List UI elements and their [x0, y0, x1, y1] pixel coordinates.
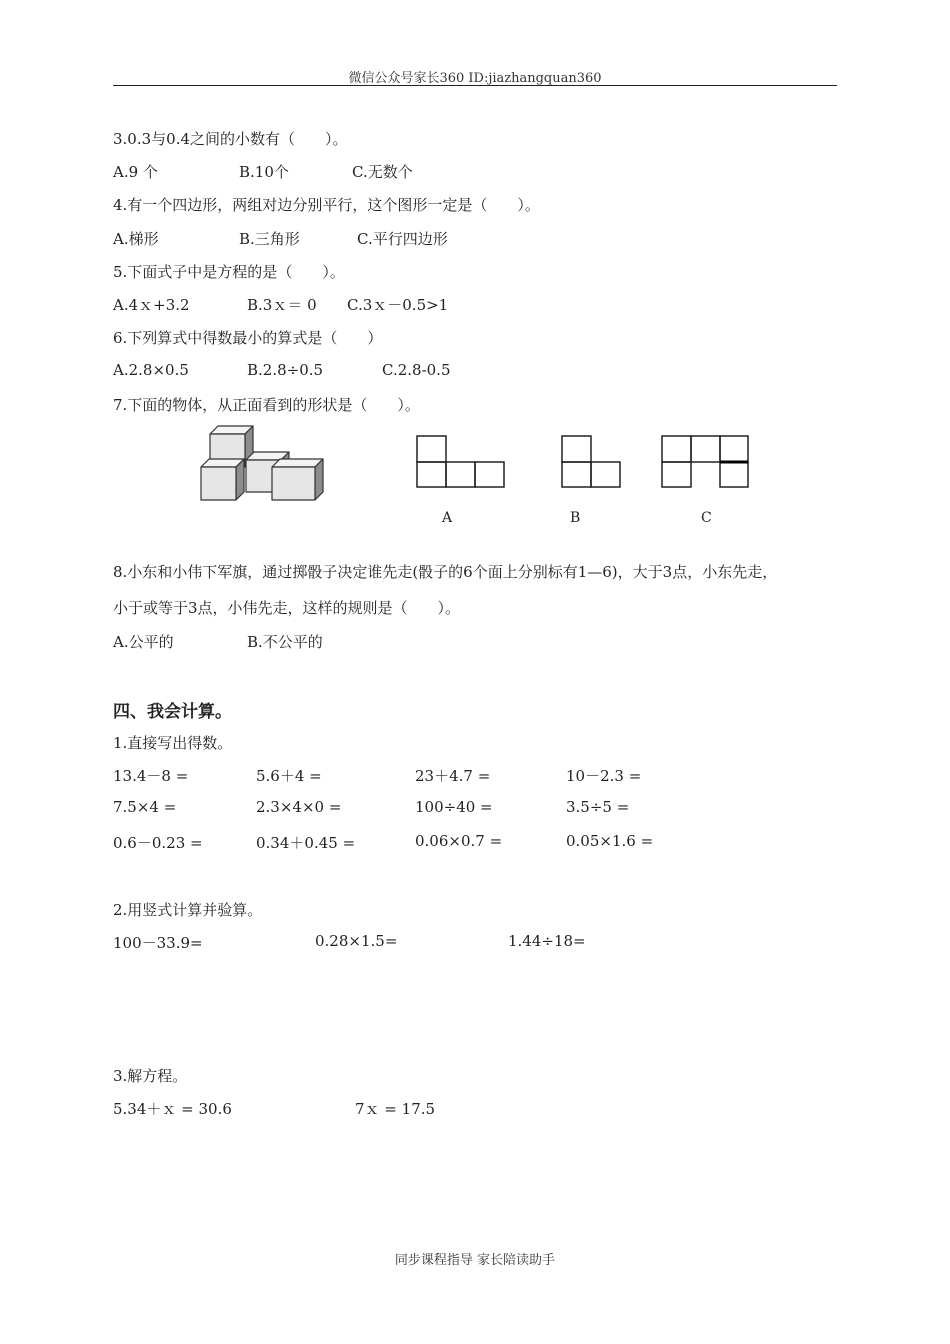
page-footer: 同步课程指导 家长陪读助手 [394, 1253, 556, 1268]
calc-item: 0.06×0.7 = [415, 832, 503, 850]
calc-item: 0.6－0.23 = [113, 834, 203, 852]
question-3-option-a: A.9 个 [113, 163, 158, 181]
page-header: 微信公众号家长360 ID:jiazhangquan360 [348, 71, 602, 86]
part-3-title: 3.解方程。 [113, 1067, 188, 1085]
calc-item: 5.6＋4 = [256, 767, 322, 785]
question-8-line-1: 8.小东和小伟下军旗，通过掷骰子决定谁先走(骰子的6个面上分别标有1—6)，大于3点，小东先走， [113, 563, 778, 581]
question-4: 4.有一个四边形，两组对边分别平行，这个图形一定是（ ）。 [113, 196, 540, 214]
section-4-title: 四、我会计算。 [113, 702, 232, 722]
question-3-option-c: C.无数个 [352, 163, 413, 181]
equation-item: 5.34＋ｘ = 30.6 [113, 1100, 232, 1118]
calc-item: 3.5÷5 = [566, 798, 630, 816]
calc-item: 100÷40 = [415, 798, 493, 816]
question-6-option-b: B.2.8÷0.5 [247, 361, 324, 379]
question-4-option-b: B.三角形 [239, 230, 300, 248]
calc-item: 13.4－8 = [113, 767, 189, 785]
question-6-option-a: A.2.8×0.5 [113, 361, 189, 379]
equation-item: 7ｘ = 17.5 [355, 1100, 436, 1118]
question-3: 3.0.3与0.4之间的小数有（ ）。 [113, 130, 348, 148]
calc-item: 0.34＋0.45 = [256, 834, 356, 852]
part-2-title: 2.用竖式计算并验算。 [113, 901, 263, 919]
vertical-calc-item: 100－33.9= [113, 934, 203, 952]
question-6-option-c: C.2.8-0.5 [382, 361, 451, 379]
calc-item: 2.3×4×0 = [256, 798, 342, 816]
option-c-front-view [660, 434, 752, 490]
question-8-line-2: 小于或等于3点，小伟先走，这样的规则是（ ）。 [113, 599, 461, 617]
calc-item: 0.05×1.6 = [566, 832, 654, 850]
question-5: 5.下面式子中是方程的是（ ）。 [113, 263, 345, 281]
vertical-calc-item: 1.44÷18= [508, 932, 586, 950]
option-a-label: A [442, 510, 453, 526]
header-divider [113, 85, 837, 86]
question-4-option-a: A.梯形 [113, 230, 159, 248]
question-7: 7.下面的物体，从正面看到的形状是（ ）。 [113, 396, 420, 414]
cube-stack-figure [196, 422, 330, 504]
question-5-option-b: B.3ｘ＝ 0 [247, 296, 317, 314]
option-b-front-view [560, 434, 622, 490]
option-a-front-view [415, 434, 507, 490]
question-5-option-a: A.4ｘ+3.2 [113, 296, 190, 314]
calc-item: 7.5×4 = [113, 798, 177, 816]
vertical-calc-item: 0.28×1.5= [315, 932, 398, 950]
question-6: 6.下列算式中得数最小的算式是（ ） [113, 329, 383, 347]
question-8-option-b: B.不公平的 [247, 633, 323, 651]
option-c-label: C [701, 510, 712, 526]
question-8-option-a: A.公平的 [113, 633, 174, 651]
question-3-option-b: B.10个 [239, 163, 289, 181]
question-5-option-c: C.3ｘ－0.5>1 [347, 296, 449, 314]
part-1-title: 1.直接写出得数。 [113, 734, 233, 752]
calc-item: 23＋4.7 = [415, 767, 491, 785]
question-4-option-c: C.平行四边形 [357, 230, 448, 248]
option-b-label: B [570, 510, 581, 526]
calc-item: 10－2.3 = [566, 767, 642, 785]
